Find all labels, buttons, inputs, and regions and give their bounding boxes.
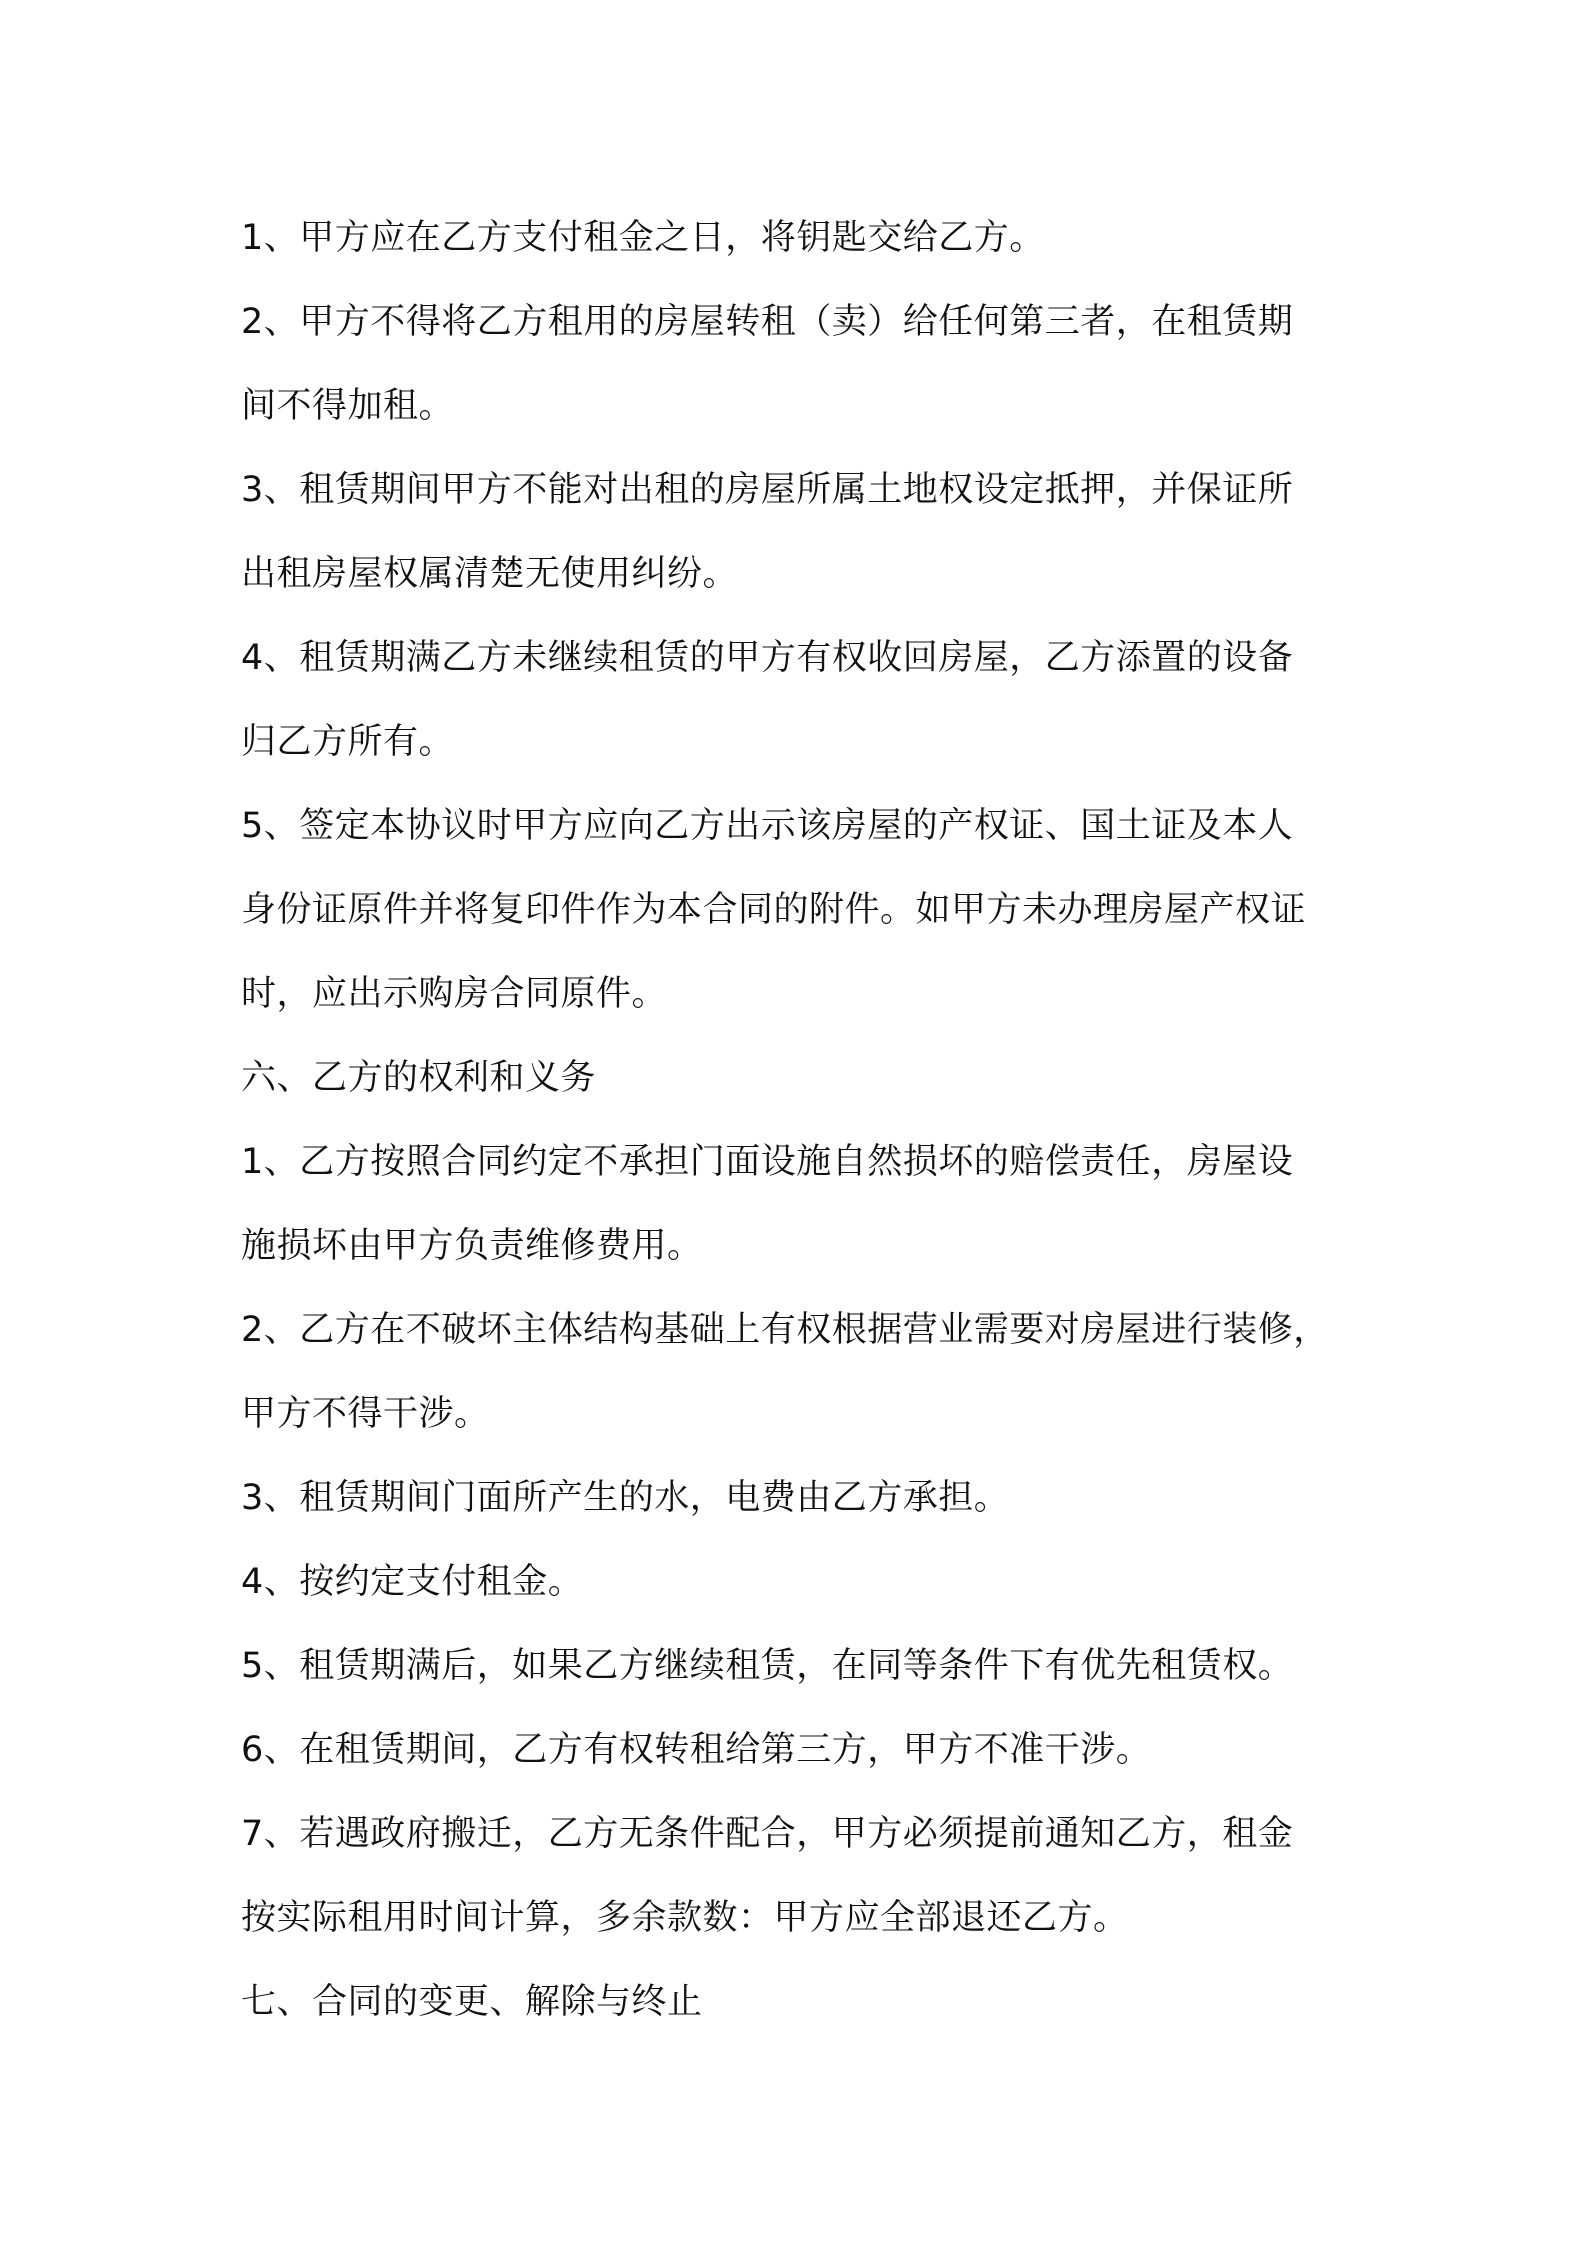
section-heading: 六、乙方的权利和义务 xyxy=(241,1058,597,1098)
text-line: 出租房屋权属清楚无使用纠纷。 xyxy=(241,554,739,594)
text-line: 施损坏由甲方负责维修费用。 xyxy=(241,1226,703,1266)
text-line: 身份证原件并将复印件作为本合同的附件。如甲方未办理房屋产权证 xyxy=(241,890,1307,930)
text-line: 4、按约定支付租金。 xyxy=(241,1562,584,1602)
text-line: 2、乙方在不破坏主体结构基础上有权根据营业需要对房屋进行装修， xyxy=(241,1310,1329,1350)
text-line: 4、租赁期满乙方未继续租赁的甲方有权收回房屋，乙方添置的设备 xyxy=(241,638,1294,678)
text-line: 1、甲方应在乙方支付租金之日，将钥匙交给乙方。 xyxy=(241,218,1045,258)
text-line: 时，应出示购房合同原件。 xyxy=(241,974,668,1014)
text-line: 3、租赁期间门面所产生的水，电费由乙方承担。 xyxy=(241,1478,1010,1518)
text-line: 按实际租用时间计算，多余款数：甲方应全部退还乙方。 xyxy=(241,1898,1129,1938)
text-line: 间不得加租。 xyxy=(241,386,455,426)
text-line: 甲方不得干涉。 xyxy=(241,1394,490,1434)
document-body xyxy=(241,196,1391,2044)
text-line: 5、签定本协议时甲方应向乙方出示该房屋的产权证、国土证及本人 xyxy=(241,806,1294,846)
section-heading: 七、合同的变更、解除与终止 xyxy=(241,1982,703,2022)
text-line: 2、甲方不得将乙方租用的房屋转租（卖）给任何第三者，在租赁期 xyxy=(241,302,1294,342)
text-line: 3、租赁期间甲方不能对出租的房屋所属土地权设定抵押，并保证所 xyxy=(241,470,1294,510)
text-line: 归乙方所有。 xyxy=(241,722,455,762)
text-line: 1、乙方按照合同约定不承担门面设施自然损坏的赔偿责任，房屋设 xyxy=(241,1142,1294,1182)
text-line: 6、在租赁期间，乙方有权转租给第三方，甲方不准干涉。 xyxy=(241,1730,1152,1770)
text-line: 5、租赁期满后，如果乙方继续租赁，在同等条件下有优先租赁权。 xyxy=(241,1646,1294,1686)
text-line: 7、若遇政府搬迁，乙方无条件配合，甲方必须提前通知乙方，租金 xyxy=(241,1814,1294,1854)
